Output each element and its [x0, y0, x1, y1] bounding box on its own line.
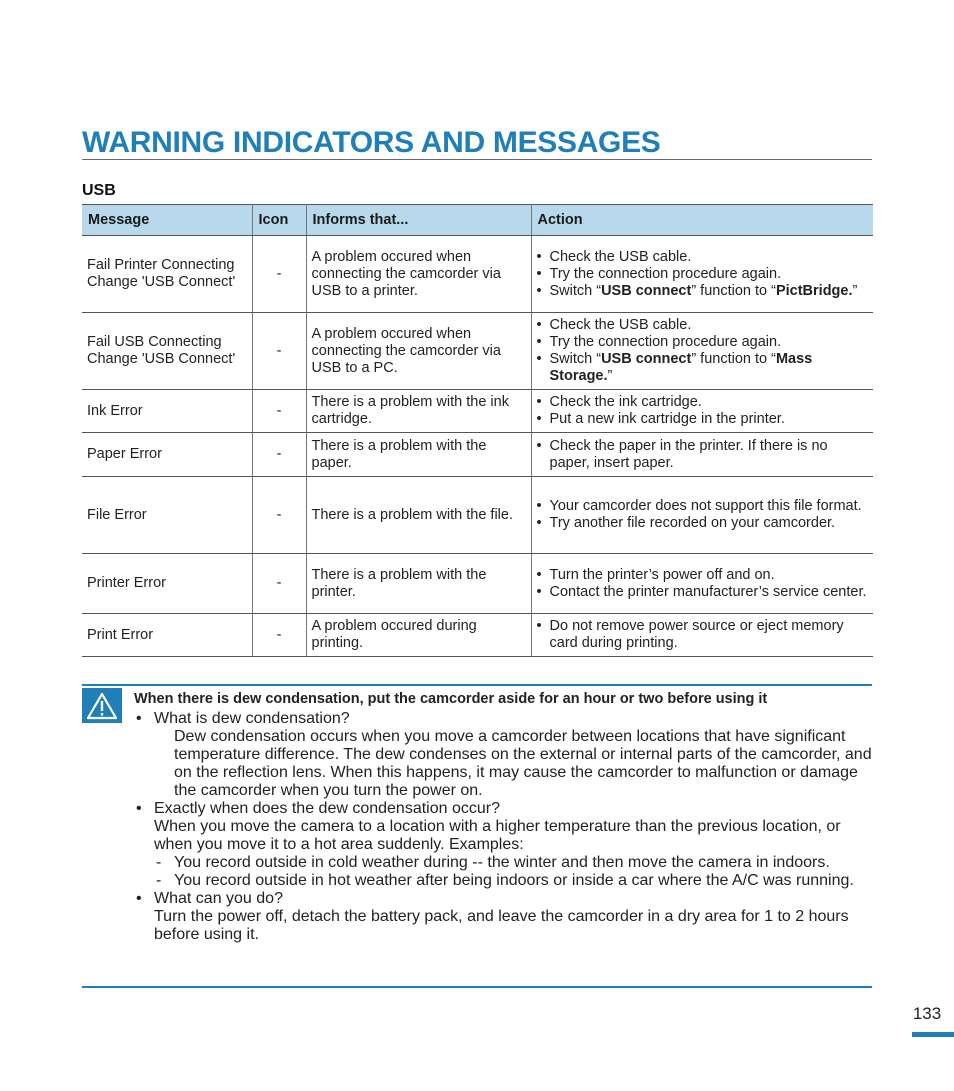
action-text: Put a new ink cartridge in the printer. — [549, 411, 785, 427]
action-cell — [531, 614, 873, 657]
action-item — [537, 584, 869, 601]
icon-cell: - — [252, 313, 306, 390]
section-heading-usb: USB — [82, 182, 116, 199]
table-row — [82, 477, 873, 554]
action-text: ” — [607, 368, 613, 384]
action-text: Check the ink cartridge. — [549, 394, 702, 410]
action-item — [537, 334, 869, 351]
message-cell: Fail USB Connecting Change 'USB Connect' — [82, 313, 252, 390]
action-item — [537, 249, 869, 266]
dew-example-2 — [154, 872, 874, 890]
informs-cell: There is a problem with the file. — [306, 477, 531, 554]
title-rule — [82, 159, 872, 160]
action-cell — [531, 390, 873, 433]
action-text: ” function to “ — [691, 351, 776, 367]
page-number: 133 — [912, 1004, 942, 1023]
informs-cell: There is a problem with the printer. — [306, 554, 531, 614]
action-text: Try the connection procedure again. — [549, 265, 782, 282]
informs-cell: A problem occured during printing. — [306, 614, 531, 657]
action-text: Try the connection procedure again. — [549, 334, 782, 350]
message-cell: Printer Error — [82, 554, 252, 614]
bullet-glyph: • — [136, 800, 142, 817]
table-row — [82, 390, 873, 433]
bullet-glyph: • — [136, 890, 142, 907]
header-message: Message — [82, 205, 252, 236]
action-list — [537, 249, 869, 300]
action-text: ” — [852, 282, 858, 299]
example-text: You record outside in hot weather after being indoors or inside a car where the A/C was running. — [174, 872, 854, 889]
question-text: Exactly when does the dew condensation occur? — [154, 800, 500, 817]
icon-cell: - — [252, 614, 306, 657]
action-text: Switch “ — [549, 351, 602, 367]
message-cell: Fail Printer Connecting Change 'USB Connect' — [82, 236, 252, 313]
action-list — [537, 498, 869, 532]
header-action: Action — [531, 205, 873, 236]
table-row — [82, 236, 873, 313]
table-header-row — [82, 205, 873, 236]
action-cell — [531, 313, 873, 390]
action-list — [537, 438, 869, 472]
dash-glyph: - — [156, 872, 162, 889]
action-emphasis: PictBridge. — [775, 282, 853, 299]
message-cell: Ink Error — [82, 390, 252, 433]
message-cell: File Error — [82, 477, 252, 554]
action-text: Check the USB cable. — [549, 248, 692, 265]
page-title: WARNING INDICATORS AND MESSAGES — [82, 126, 661, 159]
dew-heading: When there is dew condensation, put the camcorder aside for an hour or two before using it — [134, 691, 768, 707]
usb-messages-table — [82, 204, 873, 657]
action-text: Check the USB cable. — [549, 317, 692, 333]
action-text: Try another file recorded on your camcorder. — [549, 515, 836, 531]
dew-section-top-rule — [82, 684, 872, 686]
action-emphasis: USB connect — [601, 282, 692, 299]
dew-answer-3: Turn the power off, detach the battery pack, and leave the camcorder in a dry area for 1 to 2 hours before using it. — [154, 908, 849, 943]
example-text: You record outside in cold weather during -- the winter and then move the camera in indoors. — [174, 854, 830, 871]
action-list — [537, 317, 869, 385]
action-text: Check the paper in the printer. If there is no paper, insert paper. — [549, 437, 828, 471]
action-item — [537, 266, 869, 283]
action-text: Turn the printer’s power off and on. — [549, 566, 775, 583]
table-row — [82, 313, 873, 390]
action-text: Do not remove power source or eject memory card during printing. — [549, 618, 844, 651]
icon-cell: - — [252, 477, 306, 554]
icon-cell: - — [252, 390, 306, 433]
action-cell — [531, 477, 873, 554]
dew-answer-1: Dew condensation occurs when you move a camcorder between locations that have significant temperature difference. The dew condenses on the external or internal parts of the camcorder, and on the reflection lens. When this happens, it may cause the camcorder to malfunction or damage the camcorder when you turn the power on. — [174, 728, 872, 799]
header-informs: Informs that... — [306, 205, 531, 236]
header-icon: Icon — [252, 205, 306, 236]
message-cell: Print Error — [82, 614, 252, 657]
action-item — [537, 283, 869, 300]
action-item — [537, 618, 869, 652]
dew-question-2 — [134, 800, 874, 818]
table-row — [82, 554, 873, 614]
action-text: Your camcorder does not support this file format. — [549, 498, 862, 514]
message-cell: Paper Error — [82, 433, 252, 477]
action-text: Switch “ — [549, 282, 602, 299]
table-body — [82, 236, 873, 657]
action-item — [537, 438, 869, 472]
action-list — [537, 394, 869, 428]
dew-question-3 — [134, 890, 874, 908]
action-emphasis: Mass Storage. — [549, 351, 813, 384]
table-row — [82, 433, 873, 477]
action-cell — [531, 554, 873, 614]
dew-answer-2: When you move the camera to a location with a higher temperature than the previous location, or when you move it to a hot area suddenly. Examples: — [154, 818, 841, 853]
bullet-glyph: • — [136, 710, 142, 727]
action-list — [537, 567, 869, 601]
action-item — [537, 317, 869, 334]
action-list — [537, 618, 869, 652]
action-item — [537, 498, 869, 515]
informs-cell: A problem occured when connecting the camcorder via USB to a printer. — [306, 236, 531, 313]
page-number-bar — [912, 1032, 954, 1037]
action-text: ” function to “ — [691, 282, 776, 299]
action-text: Contact the printer manufacturer’s service center. — [549, 583, 867, 600]
question-text: What is dew condensation? — [154, 710, 350, 727]
action-cell — [531, 236, 873, 313]
dew-condensation-notice — [134, 690, 874, 944]
table-row — [82, 614, 873, 657]
dew-example-1 — [154, 854, 874, 872]
icon-cell: - — [252, 236, 306, 313]
action-emphasis: USB connect — [601, 351, 692, 367]
dew-examples — [134, 854, 874, 890]
question-text: What can you do? — [154, 890, 283, 907]
warning-triangle-icon — [82, 688, 122, 723]
action-item — [537, 411, 869, 428]
dash-glyph: - — [156, 854, 162, 871]
dew-section-bottom-rule — [82, 986, 872, 988]
action-item — [537, 351, 869, 385]
action-cell — [531, 433, 873, 477]
action-item — [537, 567, 869, 584]
dew-answer-1-wrap — [134, 728, 874, 800]
informs-cell: A problem occured when connecting the camcorder via USB to a PC. — [306, 313, 531, 390]
icon-cell: - — [252, 554, 306, 614]
action-item — [537, 515, 869, 532]
icon-cell: - — [252, 433, 306, 477]
informs-cell: There is a problem with the paper. — [306, 433, 531, 477]
informs-cell: There is a problem with the ink cartridge. — [306, 390, 531, 433]
dew-question-1 — [134, 710, 874, 728]
action-item — [537, 394, 869, 411]
